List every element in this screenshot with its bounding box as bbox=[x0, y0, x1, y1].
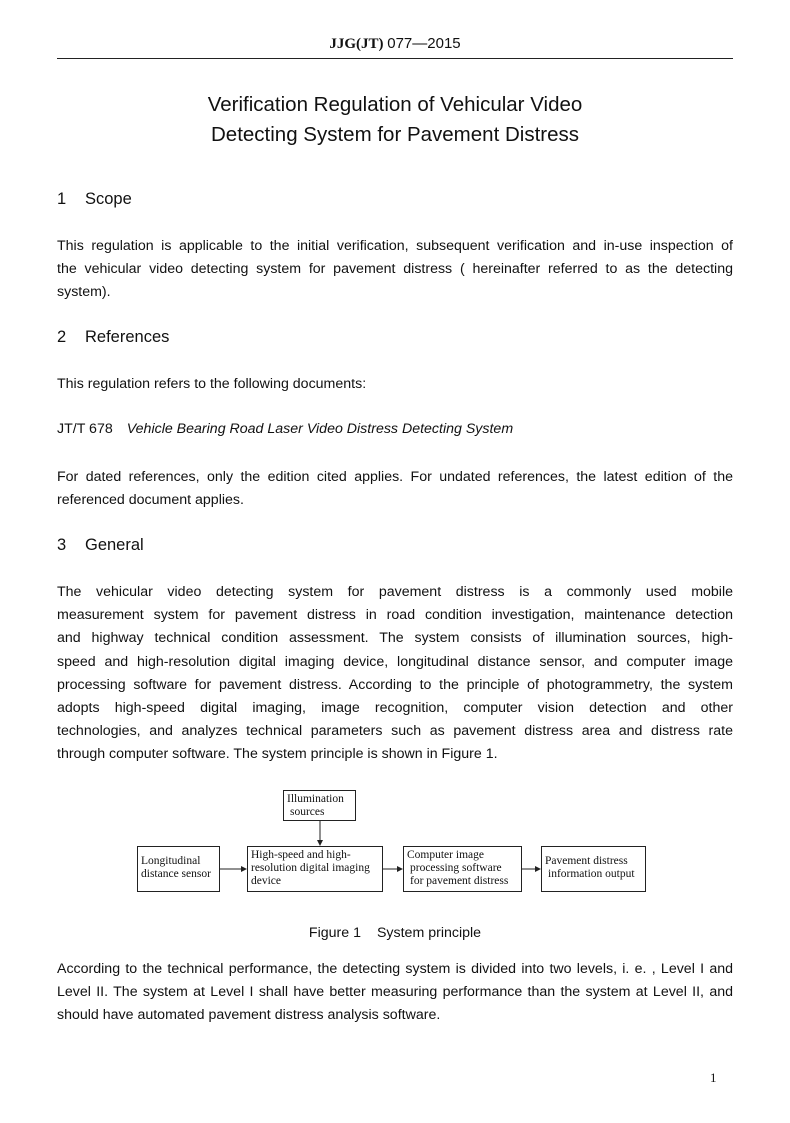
box-text: distance sensor bbox=[141, 868, 211, 880]
box-text: information output bbox=[548, 868, 635, 880]
imaging-device-box bbox=[247, 846, 383, 892]
image-processing-software-box bbox=[403, 846, 522, 892]
box-text: Pavement distress bbox=[545, 855, 628, 867]
longitudinal-sensor-box bbox=[137, 846, 220, 892]
illumination-sources-box bbox=[283, 790, 356, 821]
title-line-2: Detecting System for Pavement Distress bbox=[211, 123, 579, 146]
section-number: 3 bbox=[57, 536, 67, 554]
section-number: 2 bbox=[57, 328, 67, 346]
section-number: 1 bbox=[57, 190, 67, 208]
text-line: adopts high-speed digital imaging, image recognition, computer vision detection and other bbox=[57, 700, 733, 717]
text-line: processing software for pavement distress. According to the principle of photogrammetry, the system bbox=[57, 676, 733, 693]
text-line: According to the technical performance, the detecting system is divided into two levels, i. e. , Level I and bbox=[57, 961, 733, 977]
title-line-1: Verification Regulation of Vehicular Video bbox=[207, 93, 583, 116]
text-line: Level II. The system at Level I shall have better measuring performance than the system at Level II, and bbox=[57, 984, 733, 1001]
figure-caption bbox=[57, 925, 733, 941]
levels-paragraph bbox=[57, 958, 733, 1028]
text-line: The vehicular video detecting system for pavement distress is a commonly used mobile bbox=[57, 584, 733, 600]
text-line: should have automated pavement distress analysis software. bbox=[57, 1007, 441, 1024]
box-text: device bbox=[251, 875, 282, 887]
text-line: This regulation refers to the following documents: bbox=[57, 376, 367, 392]
text-line: and highway technical condition assessment. The system consists of illumination sources, high- bbox=[57, 630, 733, 647]
distress-information-output-box bbox=[541, 846, 646, 892]
box-text: for pavement distress bbox=[410, 875, 509, 887]
box-text: Illumination bbox=[287, 793, 344, 805]
section-title: General bbox=[85, 536, 144, 554]
box-text: sources bbox=[290, 806, 325, 818]
text-line: through computer software. The system principle is shown in Figure 1. bbox=[57, 746, 498, 763]
text-line: technologies, and analyzes technical parameters such as pavement distress area and distress rate bbox=[57, 723, 733, 740]
standard-number: 077—2015 bbox=[387, 35, 461, 52]
text-line: speed and high-resolution digital imaging device, longitudinal distance sensor, and computer image bbox=[57, 653, 733, 670]
text-line: referenced document applies. bbox=[57, 492, 244, 509]
section-title: References bbox=[85, 328, 170, 346]
text-line: This regulation is applicable to the initial verification, subsequent verification and in-use inspection of bbox=[57, 238, 733, 254]
box-text: High-speed and high- bbox=[251, 849, 351, 861]
figure-label: Figure 1 bbox=[308, 925, 361, 941]
reference-title: Vehicle Bearing Road Laser Video Distress Detecting System bbox=[126, 421, 514, 437]
text-line: For dated references, only the edition cited applies. For undated references, the latest edition of the bbox=[57, 469, 733, 485]
section-title: Scope bbox=[85, 190, 132, 208]
text-line: the vehicular video detecting system for pavement distress ( hereinafter referred to as the detecting bbox=[57, 261, 733, 278]
text-line: system). bbox=[57, 284, 111, 301]
reference-code: JT/T 678 bbox=[57, 421, 113, 437]
box-text: Longitudinal bbox=[141, 855, 201, 867]
box-text: processing software bbox=[410, 862, 502, 874]
page-number: 1 bbox=[710, 1070, 717, 1085]
box-text: Computer image bbox=[407, 849, 484, 861]
box-text: resolution digital imaging bbox=[251, 862, 370, 874]
text-line: measurement system for pavement distress in road condition investigation, maintenance detection bbox=[57, 607, 733, 624]
standard-prefix: JJG(JT) bbox=[329, 36, 384, 52]
figure-caption-text: System principle bbox=[376, 925, 482, 941]
